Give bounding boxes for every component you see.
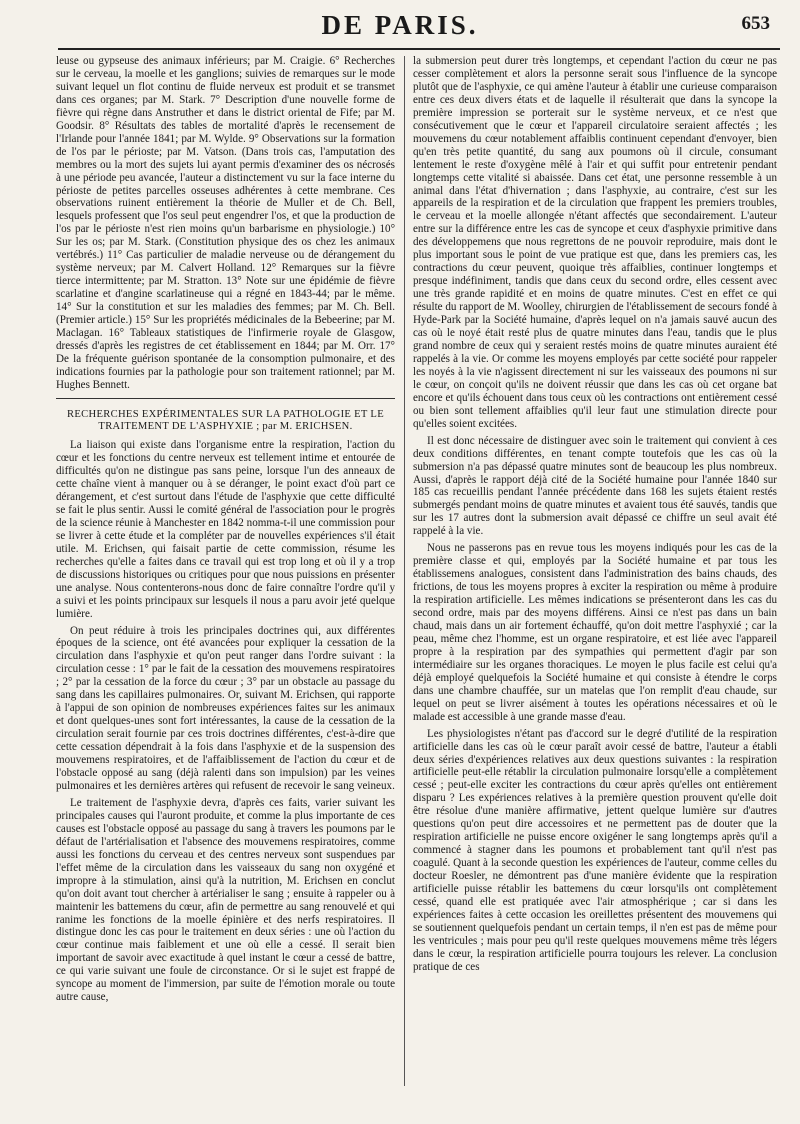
right-paragraph-3: Nous ne passerons pas en revue tous les moyens indiqués pour les cas de la première classe et qui, employés par la Société humaine et par tous les établissemens analogues, consistent dans l'administration des bains chauds, des frictions, de tous les moyens propres à exciter la respiration ou même à produire la respiration artificielle. Les mêmes indications se présenteront dans les cas du second ordre, mais par des moyens différens. Ainsi ce n'est pas dans un bain chaud, mais dans un air fortement échauffé, qu'on doit mettre l'asphyxié ; car la peau, même chez l'homme, est un organe respiratoire, et est liée avec l'appareil propre à la respiration par des sympathies qui permettent d'agir par son intermédiaire sur les organes thoraciques. Le moyen le plus facile est celui qu'a déjà employé quelquefois la Société humaine et qui consiste à étendre le corps dans une chambre chauffée, sur un matelas que l'on remplit d'eau chaude, sur lequel on peut se livrer aisément à toutes les opérations nécessaires et où le malade est accessible à une grande masse d'eau.	[413, 542, 777, 723]
section-divider	[56, 398, 395, 399]
left-column	[56, 55, 395, 1117]
left-paragraph-3: On peut réduire à trois les principales doctrines qui, aux différentes époques de la science, ont été avancées pour expliquer la cessation de la circulation dans l'asphyxie et qu'on peut ranger dans l'ordre suivant : la circulation cesse : 1° par le fait de la cessation des mouvemens respiratoires ; 2° par la cessation de la force du cœur ; 3° par un obstacle au passage du sang dans les capillaires pulmonaires. Or, suivant M. Erichsen, qui rapporte à l'appui de son opinion de nombreuses expériences faites sur les animaux et dont quelques-unes sont fort intéressantes, la cause de la cessation de la circulation serait fournie par ces trois doctrines différentes, c'est-à-dire que cette cessation dépendrait à la fois dans l'asphyxie et de la suspension des mouvemens respiratoires, et de l'affaiblissement de l'action du cœur et de l'obstacle opposé au sang (déjà ralenti dans son impulsion) par les veines pulmonaires et les dernières artères qui refusent de recevoir le sang veineux.	[56, 624, 395, 792]
right-column	[413, 55, 777, 1117]
page-header	[0, 0, 800, 52]
left-paragraph-2: La liaison qui existe dans l'organisme entre la respiration, l'action du cœur et les fonctions du centre nerveux est tellement intime et entourée de difficultés qu'on ne distingue pas sans peine, lorsque l'un des anneaux de cette chaîne vient à manquer ou à se déranger, le point exact d'où part ce dérangement, et c'est surtout dans l'étude de l'asphyxie que cette difficulté se fait le plus sentir. Aussi le comité général de l'association pour le progrès de la science réunie à Manchester en 1842 nomma-t-il une commission pour se livrer à cette étude et la compléter par de nouvelles expériences s'il était utile. M. Erichsen, qui faisait partie de cette commission, résume les recherches qu'elle a faites dans ce travail qui est trop long et où il y a trop de discussions historiques ou critiques pour que nous puissions en présenter une analyse. Nous contenterons-nous donc de faire connaître l'ordre qu'il y a suivi et les points principaux sur lesquels il nous a paru avoir jeté quelque lumière.	[56, 439, 395, 620]
running-head: DE PARIS.	[321, 10, 479, 40]
header-rule	[58, 48, 780, 50]
right-paragraph-2: Il est donc nécessaire de distinguer avec soin le traitement qui convient à ces deux conditions différentes, en tenant compte toutefois que les cas où la submersion n'a pas dépassé quatre minutes sont de beaucoup les plus nombreux. Aussi, d'après le rapport déjà cité de la Société humaine pour l'année 1840 sur 185 cas recueillis pendant l'année précédente dans 168 les sujets étaient restés submergés pendant moins de quatre minutes et avaient tous été sauvés, tandis que sur les 17 autres dont la submersion avait dépassé ce chiffre un seul avait été rappelé à la vie.	[413, 434, 777, 538]
left-paragraph-4: Le traitement de l'asphyxie devra, d'après ces faits, varier suivant les principales causes qui l'auront produite, et comme la plus importante de ces causes est l'obstacle opposé au passage du sang à travers les poumons par le défaut de l'artérialisation et l'absence des mouvemens respiratoires, comme aussi les fonctions du cerveau et des centres nerveux sont suspendues par l'effet même de la circulation dans les vaisseaux du sang non oxygéné et impropre à la stimulation, ainsi qu'à la nutrition, M. Erichsen en conclut qu'on doit avant tout chercher à artérialiser le sang ; ensuite à rappeler ou à maintenir les battemens du cœur, afin de permettre au sang renouvelé et qui ranime les fonctions de la moelle épinière et des nerfs respiratoires. Il distingue donc les cas pour le traitement en deux séries : une où l'action du cœur continue mais faiblement et une où elle a cessé. Il serait bien important de savoir avec exactitude à quel instant le cœur a cessé de battre, ce qui varie suivant une foule de circonstance. Or si le sujet est frappé de syncope au moment de l'immersion, par suite de l'émotion morale ou toute autre cause,	[56, 796, 395, 1004]
section-title: RECHERCHES EXPÉRIMENTALES SUR LA PATHOLOGIE ET LE TRAITEMENT DE L'ASPHYXIE ; par M. ERICHSEN.	[67, 408, 384, 432]
right-paragraph-4: Les physiologistes n'étant pas d'accord sur le degré d'utilité de la respiration artificielle dans les cas où le cœur paraît avoir cessé de battre, l'auteur a établi deux séries d'expériences relatives aux deux questions suivantes : la respiration artificielle peut-elle rétablir la circulation pulmonaire lorsqu'elle a complètement cessé ; peut-elle exciter les contractions du cœur après qu'elles ont entièrement disparu ? Les expériences relatives à la première question prouvent qu'elle doit être résolue d'une manière affirmative, jettent quelque lumière sur d'autres questions qu'on peut dire accessoires et ne permettent pas de douter que la respiration artificielle ne puisse encore oxigéner le sang longtemps après qu'il a commencé à stagner dans les poumons et probablement tant qu'il n'est pas coagulé. Quant à la seconde question les expériences de l'auteur, comme celles du docteur Roesler, ne démontrent pas d'une manière évidente que la respiration artificielle puisse rétablir les battemens du cœur lorsqu'ils ont complètement cessé, quand elle est pratiquée avec l'air atmosphérique ; car si dans les expériences faites à cette occasion les oreillettes présentent des mouvemens qui se soutiennent quelquefois pendant un certain temps, il n'en est pas de même pour les ventricules ; mais pour peu qu'il reste quelques mouvemens même très légers dans le cœur, la respiration artificielle pourra toujours les relever. La conclusion pratique de ces	[413, 727, 777, 973]
left-paragraph-1: leuse ou gypseuse des animaux inférieurs; par M. Craigie. 6° Recherches sur le cerveau, la moelle et les ganglions; suivies de remarques sur le mode suivant lequel un flot continu de fluide nerveux est produit et se transmet dans ces organes; par M. Stark. 7° Description d'une nouvelle forme de fièvre qui règne dans Anstruther et dans le district oriental de Fife; par M. Goodsir. 8° Résultats des tables de mortalité d'après le recensement de l'Irlande pour l'année 1841; par M. Wylde. 9° Observations sur la formation de l'os par le périoste; par M. Vatson. (Dans trois cas, l'amputation des membres ou la mort des sujets lui ayant permis d'examiner des os nécrosés à une période peu avancée, l'auteur a distinctement vu sur la face interne du périoste de petites parcelles osseuses adhérentes à cette membrane. Ces observations ruinent entièrement la théorie de Muller et de Ch. Bell, lesquels professent que l'os seul peut engendrer l'os, et que la production de l'os par le périoste n'est rien moins qu'un barbarisme en physiologie.) 10° Sur les os; par M. Stark. (Constitution physique des os chez les animaux vertébrés.) 11° Cas particulier de maladie nerveuse ou de dérangement du système nerveux; par M. Calvert Holland. 12° Remarques sur la fièvre tierce intermittente; par M. Stratton. 13° Note sur une épidémie de fièvre scarlatine et d'angine scarlatineuse qui a régné en 1843-44; par le même. 14° Sur la constitution et sur les maladies des femmes; par M. Ch. Bell. (Premier article.) 15° Sur les propriétés médicinales de la Bebeerine; par M. Maclagan. 16° Tableaux statistiques de l'infirmerie royale de Glasgow, dressés d'après les registres de cet établissement en 1844; par M. Orr. 17° De la fréquente guérison spontanée de la consomption pulmonaire, et des indications fournies par la pathologie pour son traitement rationnel; par M. Hughes Bennett.	[56, 55, 395, 391]
right-paragraph-1: la submersion peut durer très longtemps, et cependant l'action du cœur ne pas cesser complètement et alors la personne serait sous l'influence de la syncope plutôt que de l'asphyxie, ce qui amène l'auteur à établir une curieuse comparaison entre ces deux divers états et de laquelle il résulterait que dans la syncope la première impression se porterait sur le système nerveux, et ce n'est que consécutivement que le cœur et l'appareil circulatoire seraient affectés ; les mouvemens du cœur notablement affaiblis continuent cependant d'envoyer, bien qu'en très petite quantité, du sang aux poumons où il circule, consumant lentement le reste d'oxygène mêlé à l'air et qui suffit pour entretenir pendant longtemps cette vitalité si abaissée. Dans cet état, une personne ressemble à un animal dans l'état d'hivernation ; dans l'asphyxie, au contraire, c'est sur les appareils de la respiration et de la circulation que frappent les premiers troubles, le cerveau et la moelle allongée n'étant affectés que secondairement. L'auteur entre sur la différence entre les cas de syncope et ceux d'asphyxie primitive dans des développemens que nous regrettons de ne pouvoir reproduire, mais dont le plus important sous le point de vue pratique est que, dans les premiers cas, les contractions du cœur peuvent, quoique très affaiblies, continuer longtemps et presque indéfiniment, tandis que dans ceux du second ordre, elles cessent avec une très grande rapidité et en moins de quatre minutes. C'est en effet ce qui résulte du rapport de M. Woolley, chirurgien de l'établissement de secours fondé à Hyde-Park par la Société humaine, d'après lequel on n'a jamais sauvé aucun des cas où le noyé était resté plus de quatre minutes dans l'eau, tandis que le plus grand nombre de ceux qui y seraient restés moins de quatre minutes auraient été rappelés à la vie. Or comme les moyens employés par cette société pour rappeler les noyés à la vie n'agissent directement ni sur les vaisseaux des poumons ni sur le cœur, on conçoit qu'ils ne doivent réussir que dans les cas où cet organe bat encore et qu'ils échouent dans tous ceux où les contractions ont entièrement cessé ou bien sont tellement affaiblies qu'il leur faut une stimulation directe pour qu'elles soient excitées.	[413, 55, 777, 430]
column-divider	[404, 56, 405, 1086]
page-number: 653	[741, 13, 770, 34]
